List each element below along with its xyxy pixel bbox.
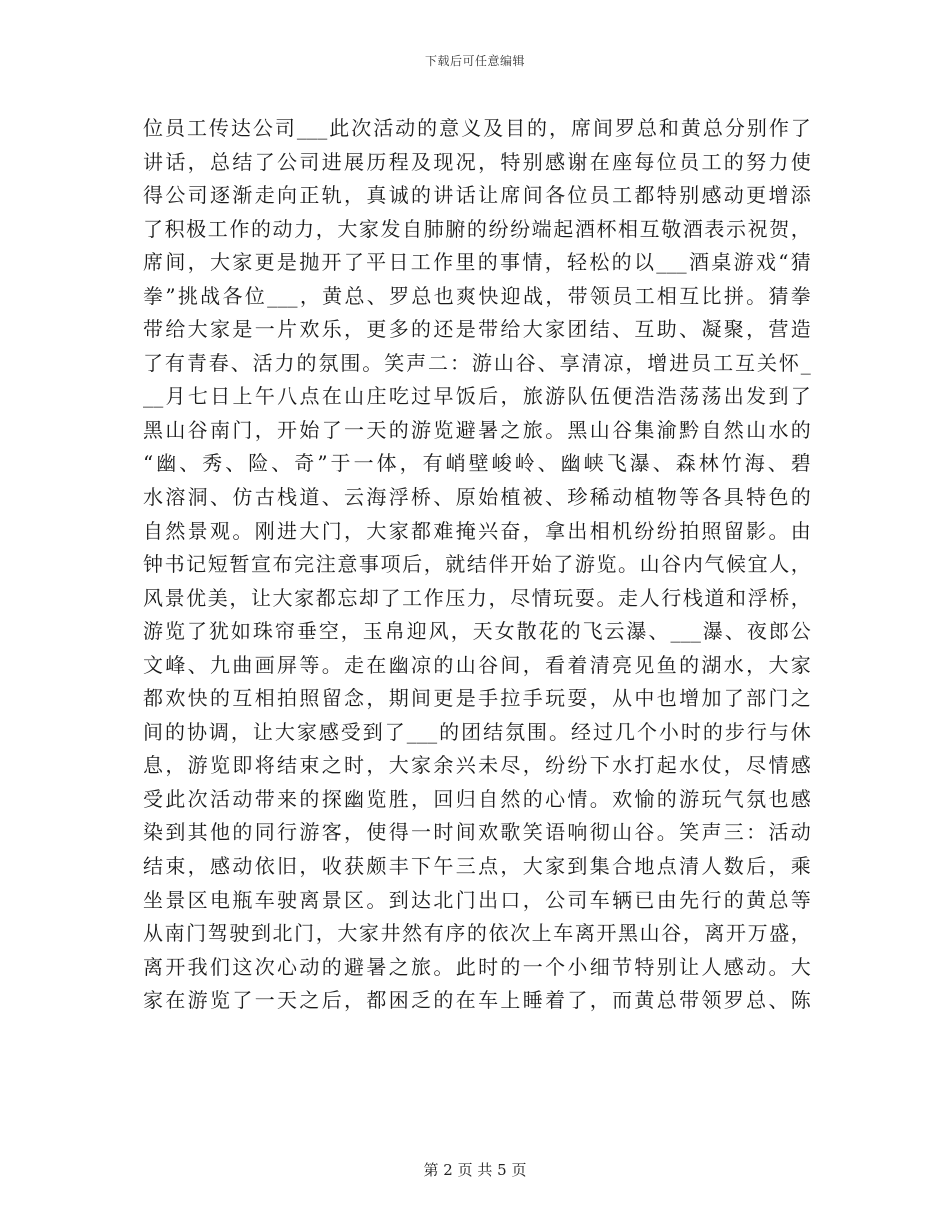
text-line: 了有青春、活力的氛围。笑声二：游山谷、享清凉，增进员工互关怀_ [143,350,811,375]
text-line: 受此次活动带来的探幽览胜，回归自然的心情。欢愉的游玩气氛也感 [143,786,811,811]
text-line: 坐景区电瓶车驶离景区。到达北门出口，公司车辆已由先行的黄总等 [143,887,811,912]
page-number: 第 2 页 共 5 页 [423,1161,527,1179]
text-line: 离开我们这次心动的避暑之旅。此时的一个小细节特别让人感动。大 [143,954,811,979]
page-header-note: 下载后可任意编辑 [424,54,525,68]
text-line: 席间，大家更是抛开了平日工作里的事情，轻松的以___酒桌游戏“猜 [143,250,811,275]
text-line: “幽、秀、险、奇”于一体，有峭壁峻岭、幽峡飞瀑、森林竹海、碧 [143,451,811,476]
text-line: 家在游览了一天之后，都困乏的在车上睡着了，而黄总带领罗总、陈 [143,988,811,1013]
text-line: 风景优美，让大家都忘却了工作压力，尽情玩耍。走人行栈道和浮桥， [143,585,811,610]
text-line: 间的协调，让大家感受到了___的团结氛围。经过几个小时的步行与休 [143,719,811,744]
text-line: 从南门驾驶到北门，大家井然有序的依次上车离开黑山谷，离开万盛， [143,921,811,946]
text-line: 息，游览即将结束之时，大家余兴未尽，纷纷下水打起水仗，尽情感 [143,753,811,778]
text-line: __月七日上午八点在山庄吃过早饭后，旅游队伍便浩浩荡荡出发到了 [143,384,811,409]
text-line: 得公司逐渐走向正轨，真诚的讲话让席间各位员工都特别感动更增添 [143,183,811,208]
text-line: 文峰、九曲画屏等。走在幽凉的山谷间，看着清亮见鱼的湖水，大家 [143,652,811,677]
document-body [143,112,811,1018]
text-line: 水溶洞、仿古栈道、云海浮桥、原始植被、珍稀动植物等各具特色的 [143,485,811,510]
text-line: 讲话，总结了公司进展历程及现况，特别感谢在座每位员工的努力使 [143,149,811,174]
text-line: 了积极工作的动力，大家发自肺腑的纷纷端起酒杯相互敬酒表示祝贺， [143,216,811,241]
text-line: 位员工传达公司___此次活动的意义及目的，席间罗总和黄总分别作了 [143,116,811,140]
text-line: 都欢快的互相拍照留念，期间更是手拉手玩耍，从中也增加了部门之 [143,686,811,711]
text-line: 带给大家是一片欢乐，更多的还是带给大家团结、互助、凝聚，营造 [143,317,811,342]
text-line: 自然景观。刚进大门，大家都难掩兴奋，拿出相机纷纷拍照留影。由 [143,518,811,543]
text-line: 结束，感动依旧，收获颇丰下午三点，大家到集合地点清人数后，乘 [143,854,811,879]
text-line: 拳”挑战各位___，黄总、罗总也爽快迎战，带领员工相互比拼。猜拳 [143,283,811,308]
text-line: 黑山谷南门，开始了一天的游览避暑之旅。黑山谷集渝黔自然山水的 [143,417,811,442]
text-line: 游览了犹如珠帘垂空，玉帛迎风，天女散花的飞云瀑、___瀑、夜郎公 [143,619,811,644]
text-line: 染到其他的同行游客，使得一时间欢歌笑语响彻山谷。笑声三：活动 [143,820,811,845]
text-line: 钟书记短暂宣布完注意事项后，就结伴开始了游览。山谷内气候宜人， [143,552,811,577]
